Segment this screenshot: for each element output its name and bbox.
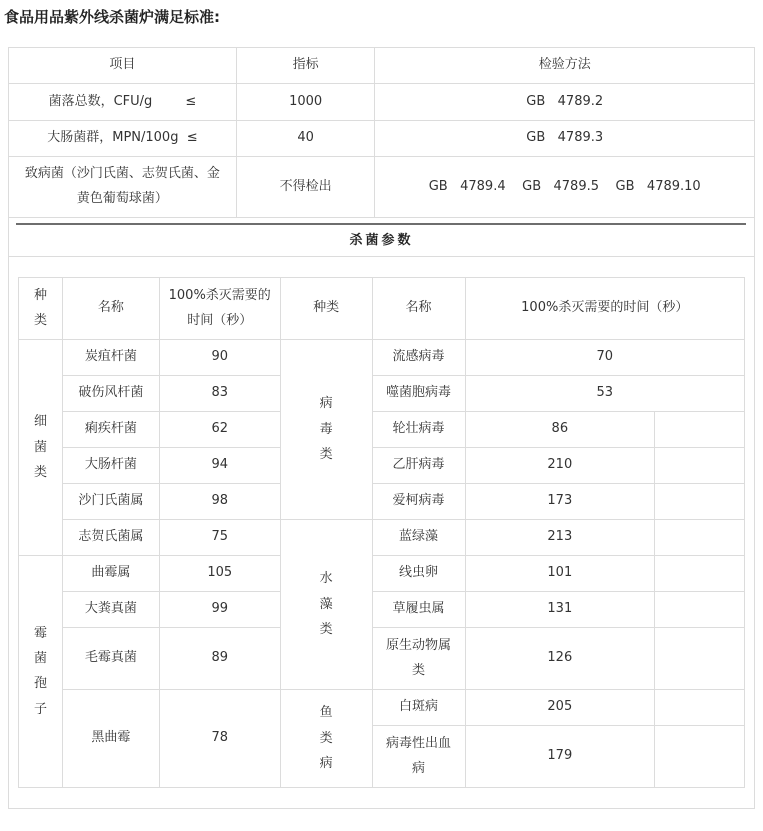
table-row	[19, 484, 745, 520]
name-cell: 痢疾杆菌	[62, 412, 159, 448]
group-kind: 水藻类	[319, 571, 333, 637]
header-kind: 种类	[33, 287, 47, 329]
group-cell	[19, 556, 63, 788]
empty-cell	[655, 448, 745, 484]
header-time: 100%杀灭需要的时间（秒）	[168, 287, 271, 328]
time-cell: 213	[465, 520, 655, 556]
name-cell: 白斑病	[372, 690, 465, 726]
time-cell: 173	[465, 484, 655, 520]
name-cell: 炭疽杆菌	[62, 340, 159, 376]
method-cell: GB 4789.2	[375, 84, 755, 121]
header-time-right: 100%杀灭需要的时间（秒）	[465, 278, 745, 340]
time-cell: 78	[159, 690, 280, 788]
section-title: 杀菌参数	[349, 233, 414, 248]
time-cell: 94	[159, 448, 280, 484]
time-cell: 205	[465, 690, 655, 726]
name-cell: 毛霉真菌	[62, 628, 159, 690]
time-cell: 90	[159, 340, 280, 376]
time-cell: 105	[159, 556, 280, 592]
time-cell: 126	[465, 628, 655, 690]
table-row	[19, 448, 745, 484]
item-cell: 大肠菌群，MPN/100g ≤	[9, 121, 237, 157]
time-cell: 75	[159, 520, 280, 556]
empty-cell	[655, 628, 745, 690]
time-cell: 70	[465, 340, 745, 376]
group-cell	[280, 520, 372, 690]
name-cell: 沙门氏菌属	[62, 484, 159, 520]
empty-cell	[655, 484, 745, 520]
group-cell	[280, 340, 372, 520]
time-cell: 62	[159, 412, 280, 448]
time-cell: 89	[159, 628, 280, 690]
header-name: 名称	[62, 278, 159, 340]
group-cell	[280, 690, 372, 788]
time-cell: 83	[159, 376, 280, 412]
value-cell: 不得检出	[236, 157, 375, 218]
name-cell-wrap	[372, 726, 465, 788]
empty-cell	[655, 412, 745, 448]
name-cell-wrap	[372, 628, 465, 690]
name-cell: 病毒性出血病	[386, 735, 452, 776]
time-cell: 99	[159, 592, 280, 628]
header-kind-right: 种类	[280, 278, 372, 340]
name-cell: 大粪真菌	[62, 592, 159, 628]
name-cell: 蓝绿藻	[372, 520, 465, 556]
table-row	[19, 628, 745, 690]
name-cell: 原生动物属类	[386, 637, 452, 678]
method-cell: GB 4789.4 GB 4789.5 GB 4789.10	[375, 157, 755, 218]
table-row	[19, 376, 745, 412]
header-item: 项目	[9, 48, 237, 84]
name-cell: 流感病毒	[372, 340, 465, 376]
table-row	[19, 340, 745, 376]
kind-cell	[19, 278, 63, 340]
name-cell: 大肠杆菌	[62, 448, 159, 484]
table-row	[19, 412, 745, 448]
group-kind: 细菌类	[33, 414, 47, 480]
time-cell: 131	[465, 592, 655, 628]
time-cell: 53	[465, 376, 745, 412]
item-cell: 菌落总数，CFU/g ≤	[9, 84, 237, 121]
group-kind: 霉菌孢子	[33, 625, 47, 717]
empty-cell	[655, 592, 745, 628]
name-cell: 乙肝病毒	[372, 448, 465, 484]
name-cell: 曲霉属	[62, 556, 159, 592]
item-cell: 致病菌（沙门氏菌、志贺氏菌、金黄色葡萄球菌）	[24, 166, 220, 206]
header-name-right: 名称	[372, 278, 465, 340]
method-cell: GB 4789.3	[375, 121, 755, 157]
name-cell: 草履虫属	[372, 592, 465, 628]
name-cell: 噬菌胞病毒	[372, 376, 465, 412]
header-method: 检验方法	[375, 48, 755, 84]
time-cell: 101	[465, 556, 655, 592]
table-row	[19, 592, 745, 628]
name-cell: 志贺氏菌属	[62, 520, 159, 556]
time-cell: 86	[465, 412, 655, 448]
table-row	[19, 556, 745, 592]
table-row	[19, 690, 745, 726]
name-cell: 破伤风杆菌	[62, 376, 159, 412]
name-cell: 爱柯病毒	[372, 484, 465, 520]
group-kind: 鱼类病	[319, 705, 333, 771]
group-cell	[19, 340, 63, 556]
page-title: 食品用品紫外线杀菌炉满足标准:	[4, 8, 221, 26]
value-cell: 40	[236, 121, 375, 157]
time-cell: 179	[465, 726, 655, 788]
name-cell: 线虫卵	[372, 556, 465, 592]
header-value: 指标	[236, 48, 375, 84]
empty-cell	[655, 690, 745, 726]
table-row	[19, 520, 745, 556]
params-table	[18, 277, 745, 788]
empty-cell	[655, 520, 745, 556]
name-cell: 轮壮病毒	[372, 412, 465, 448]
empty-cell	[655, 726, 745, 788]
value-cell: 1000	[236, 84, 375, 121]
group-kind: 病毒类	[319, 396, 333, 462]
time-cell: 98	[159, 484, 280, 520]
empty-cell	[655, 556, 745, 592]
name-cell: 黑曲霉	[62, 690, 159, 788]
time-cell: 210	[465, 448, 655, 484]
table-header-row	[19, 278, 745, 340]
time-cell	[159, 278, 280, 340]
